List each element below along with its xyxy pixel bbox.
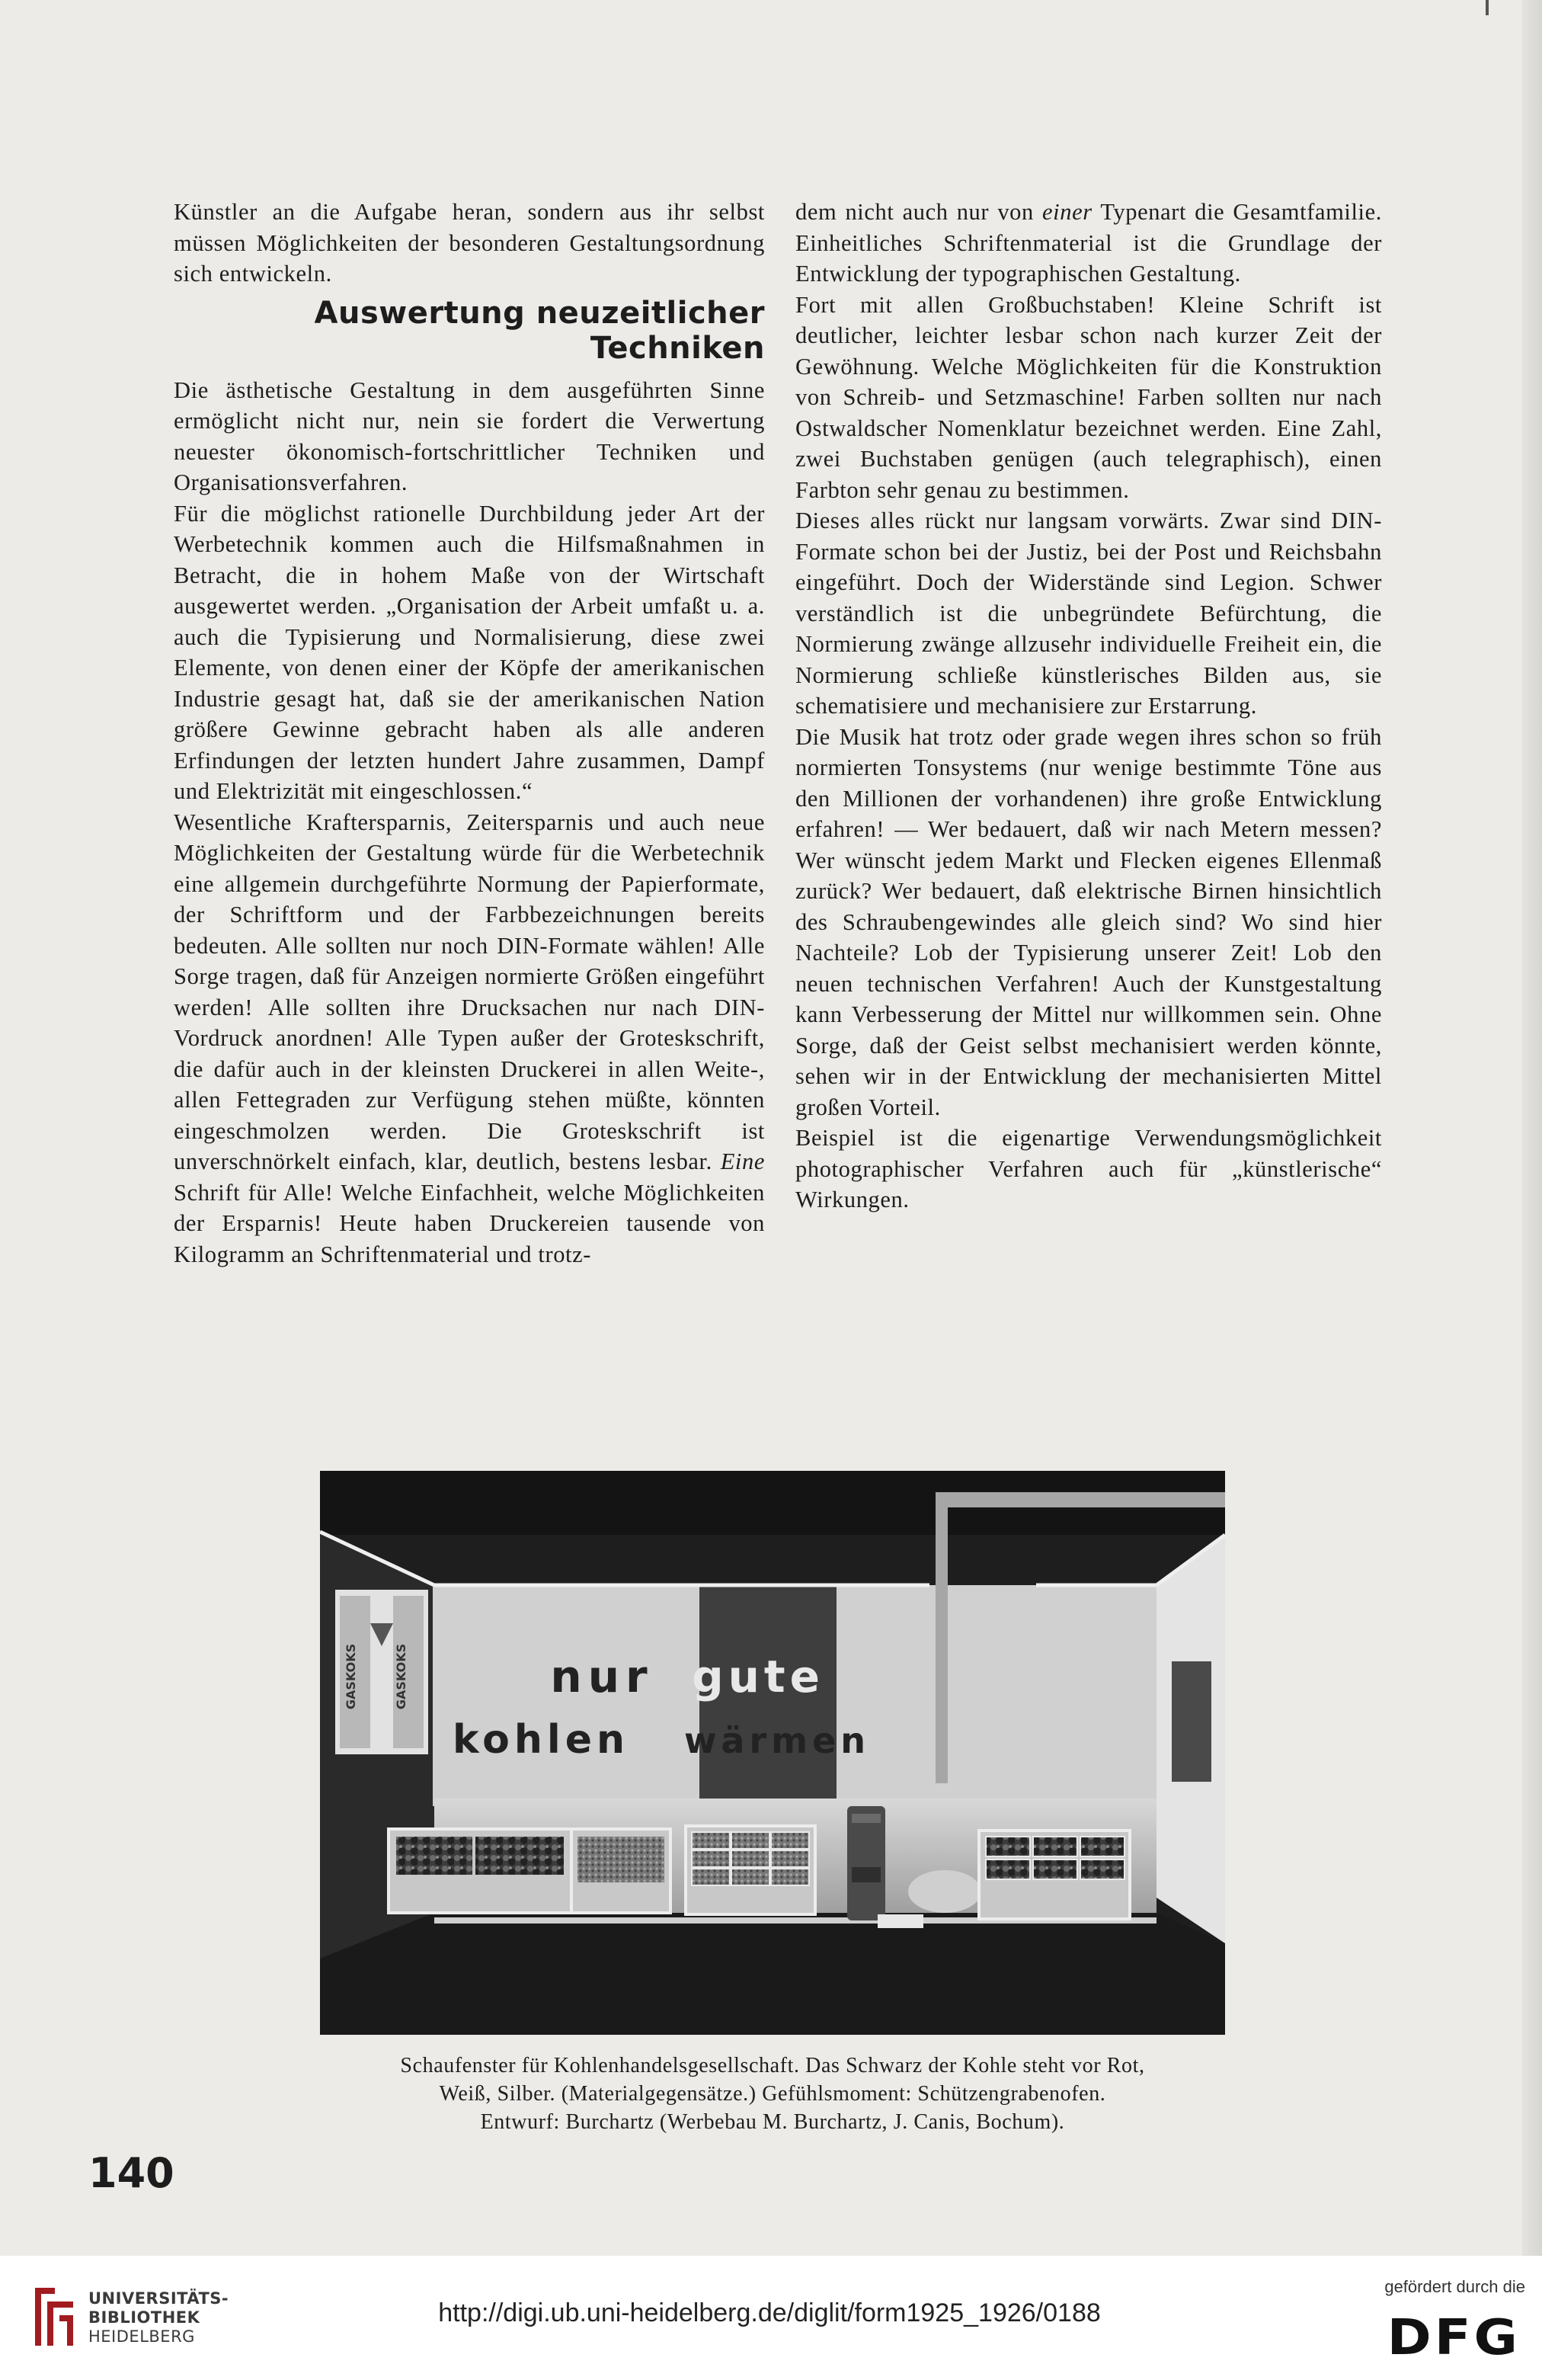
sign-word-kohlen: kohlen [452,1717,630,1763]
shop-window-photo [320,1471,1225,2035]
library-line-1: UNIVERSITÄTS- [88,2289,229,2308]
left-paragraph-4-italic: Eine [720,1148,765,1174]
left-paragraph-2: Die ästhetische Gestaltung in dem ausgeführten Sinne ermöglicht nicht nur, nein sie fordert die Verwertung neuester ökonomisch-fortschrittlicher Techniken und Organisationsverfahren. [174,376,765,495]
right-paragraph-1-part-a: dem nicht auch nur von [795,199,1034,225]
library-line-3: HEIDELBERG [88,2327,195,2346]
funded-by-label: gefördert durch die [1384,2277,1525,2296]
right-paragraph-4: Die Musik hat trotz oder grade wegen ihres schon so früh normierten Tonsystems (nur wenige bestimmte Töne aus den Millionen der vorhandenen) ihre große Entwicklung erfahren! — Wer bedauert, daß wir nach Metern messen? Wer wünscht jedem Markt und Flecken eigenes Ellenmaß zurück? Wer bedauert, daß elektrische Birnen hinsichtlich des Schraubengewindes alle gleich sind? Wo sind hier Nachteile? Lob der Typisierung unserer Zeit! Lob den neuen technischen Verfahren! Auch der Kunstgestaltung kann Verbesserung der Mittel nur willkommen sein. Ohne Sorge, daß der Geist selbst mechanisiert werden könnte, sehen wir in der Entwicklung der mechanisierten Mittel großen Vorteil. [795,723,1382,1120]
right-column [795,197,1382,1216]
footer-bar [0,2256,1542,2380]
sign-word-nur: nur [550,1651,654,1703]
caption-line-1: Schaufenster für Kohlenhandelsgesellschaft. Das Schwarz der Kohle steht vor Rot, [400,2054,1145,2077]
right-paragraph-1-part-b: Typenart die Gesamtfamilie. Einheitliches Schriftenmaterial ist die Grundlage der Entwicklung der typographischen Gestaltung. [795,199,1382,287]
right-paragraph-3: Dieses alles rückt nur langsam vorwärts. Zwar sind DIN-Formate schon bei der Justiz, bei der Post und Reichsbahn eingeführt. Doch der Widerstände sind Legion. Schwer verständlich ist die unbegründete Befürchtung, die Normierung zwänge allzusehr individuelle Freiheit ein, die Normierung schließe künstlerisches Bilden aus, sie schematisiere und mechanisiere zur Erstarrung. [795,508,1382,719]
left-paragraph-4 [174,807,765,1270]
library-line-2: BIBLIOTHEK [88,2308,200,2327]
right-paragraph-1-italic: einer [1042,199,1093,225]
dfg-logo: DFG [1387,2308,1521,2366]
left-paragraph-3: Für die möglichst rationelle Durchbildung jeder Art der Werbetechnik kommen auch die Hilfsmaßnahmen in Betracht, die in hohem Maße von der Wirtschaft ausgewertet werden. „Organisation der Arbeit umfaßt u. a. auch die Typisierung und Normalisierung, diese zwei Elemente, von denen einer der Köpfe der amerikanischen Industrie gesagt hat, daß sie der amerikanischen Nation größere Gewinne gebracht haben als alle anderen Erfindungen der letzten hundert Jahre zusammen, Dampf und Elektrizität mit eingeschlossen.“ [174,500,765,804]
poster-text-right: GASKOKS [394,1643,408,1710]
page-number: 140 [88,2149,174,2197]
section-heading-line-1: Auswertung neuzeitlicher [314,295,765,331]
trench-stove [847,1806,885,1920]
poster-text: GASKOKS [344,1643,358,1710]
caption-line-2: Weiß, Silber. (Materialgegensätze.) Gefühlsmoment: Schützengrabenofen. [439,2082,1106,2106]
section-heading-line-2: Techniken [590,330,765,366]
right-paragraph-2: Fort mit allen Großbuchstaben! Kleine Schrift ist deutlicher, leichter lesbar schon nach kurzer Zeit der Gewöhnung. Welche Möglichkeiten für die Konstruktion von Schreib- und Setzmaschine! Farben sollten nur nach Ostwaldscher Nomenklatur bezeichnet werden. Eine Zahl, zwei Buchstaben genügen (auch telegraphisch), einen Farbton sehr genau zu bestimmen. [795,291,1382,503]
caption-line-3: Entwurf: Burchartz (Werbebau M. Burchartz, J. Canis, Bochum). [480,2110,1065,2134]
stove-pipe [936,1494,948,1783]
scan-mark [1486,0,1489,15]
wall-panel-right [1172,1661,1211,1782]
left-paragraph-4-part-a: Wesentliche Kraftersparnis, Zeitersparnis und auch neue Möglichkeiten der Gestaltung würde für die Werbetechnik eine allgemein durchgeführte Normung der Papierformate, der Schriftform und der Farbbezeichnungen bereits bedeuten. Alle sollten nur noch DIN-Formate wählen! Alle Sorge tragen, daß für Anzeigen normierte Größen eingeführt werden! Alle sollten ihre Drucksachen nur nach DIN-Vordruck anordnen! Alle Typen außer der Groteskschrift, die dafür auch in der kleinsten Druckerei in allen Weite-, allen Fettegraden zur Verfügung stehen müßte, könnten eingeschmolzen werden. Die Groteskschrift ist unverschnörkelt einfach, klar, deutlich, bestens lesbar. [174,809,765,1174]
photo-caption [290,2052,1256,2136]
sign-word-waermen: wärmen [683,1720,871,1761]
source-url-link[interactable]: http://digi.ub.uni-heidelberg.de/diglit/form1925_1926/0188 [438,2298,1101,2327]
university-library-name [88,2289,229,2346]
left-paragraph-1: Künstler an die Aufgabe heran, sondern aus ihr selbst müssen Möglichkeiten der besonderen Gestaltungsordnung sich entwickeln. [174,199,765,287]
sign-word-gute: gute [692,1651,824,1703]
page-edge-shadow [1522,0,1542,2256]
left-column [174,197,765,1270]
left-paragraph-4-part-b: Schrift für Alle! Welche Einfachheit, welche Möglichkeiten der Ersparnis! Heute haben Druckereien tausende von Kilogramm an Schriftenmaterial und trotz- [174,1179,765,1267]
university-library-logo-icon [27,2280,81,2353]
right-paragraph-5: Beispiel ist die eigenartige Verwendungsmöglichkeit photographischer Verfahren auch für „künstlerische“ Wirkungen. [795,1125,1382,1212]
section-heading [174,296,765,366]
right-paragraph-1 [795,197,1382,290]
wood-bundle [908,1870,981,1913]
